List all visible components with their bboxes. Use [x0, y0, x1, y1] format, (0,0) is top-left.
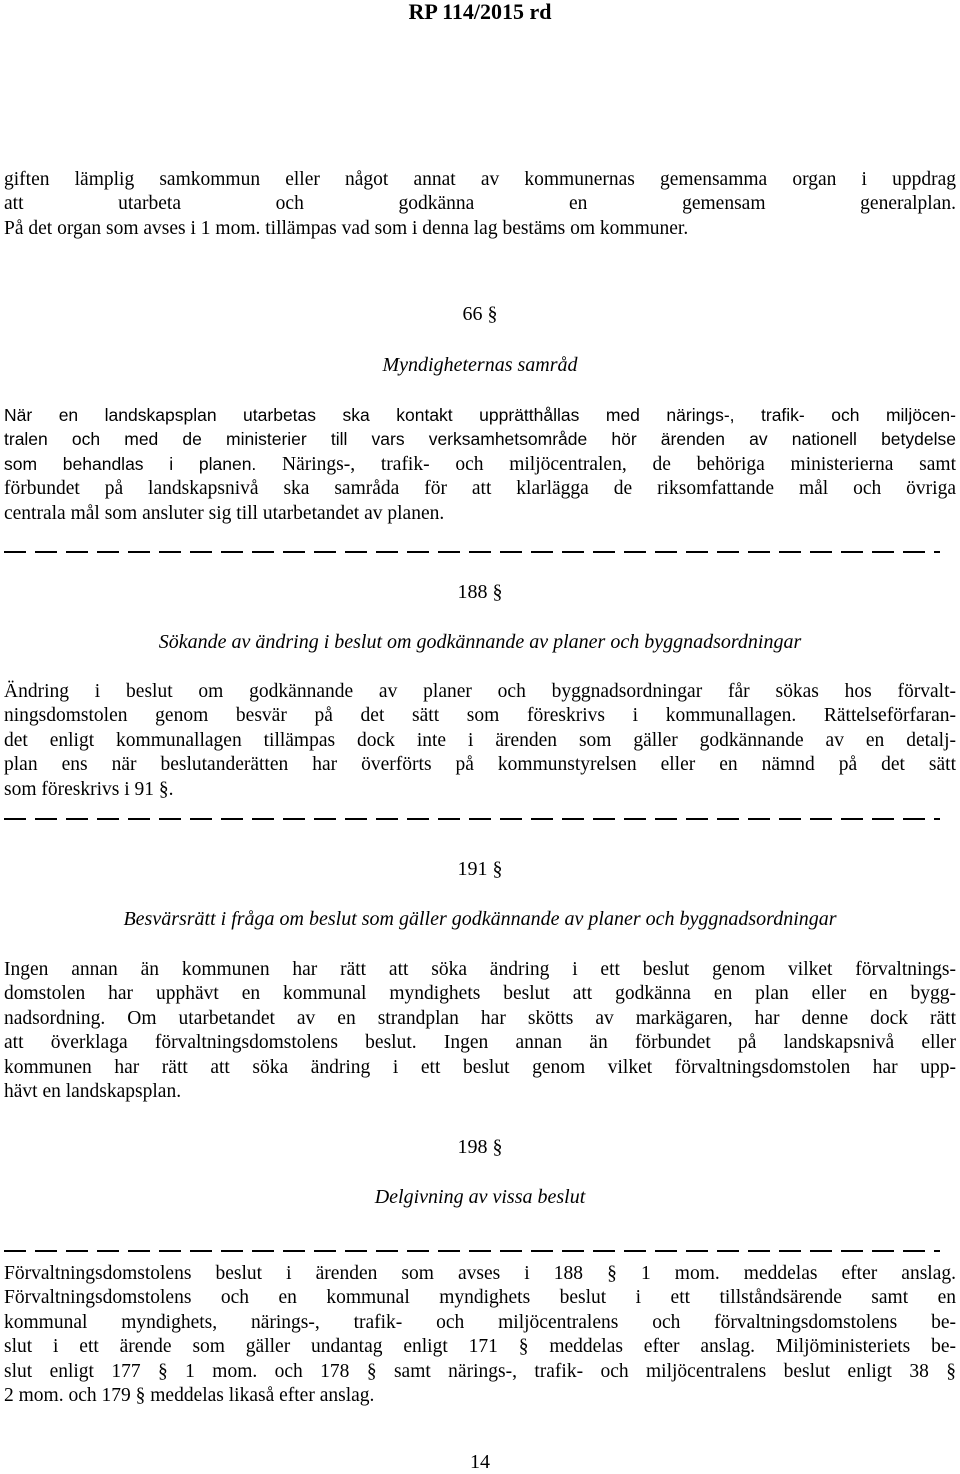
- text-line: nadsordning. Om utarbetandet av en strandplan har skötts av markägaren, har denne dock rätt: [4, 1007, 956, 1029]
- text-line: Ändring i beslut om godkännande av planer och byggnadsordningar får sökas hos förvalt-: [4, 681, 956, 702]
- omission-dash-line: [4, 1250, 940, 1252]
- section-188-number: 188 §: [457, 581, 503, 603]
- text-line: förbundet på landskapsnivå ska samråda för att klarlägga de riksomfattande mål och övriga: [4, 478, 956, 500]
- section-191-body: [4, 958, 956, 1104]
- text-line: Ingen annan än kommunen har rätt att söka ändring i ett beslut genom vilket förvaltnings-: [4, 959, 956, 980]
- section-198-body: [4, 1262, 956, 1408]
- text-line: [4, 452, 956, 477]
- text-line: slut i ett ärende som gäller undantag enligt 171 § meddelas efter anslag. Miljöministeriets be-: [4, 1336, 956, 1358]
- text-line: hävt en landskapsplan.: [4, 1081, 182, 1103]
- section-66-body: [4, 403, 956, 526]
- text-segment: som behandlas i planen.: [4, 453, 257, 474]
- text-line: giften lämplig samkommun eller något annat av kommunernas gemensamma organ i uppdrag: [4, 169, 956, 190]
- section-66-number: 66 §: [462, 303, 498, 325]
- text-line: ningsdomstolen genom besvär på det sätt som föreskrivs i kommunallagen. Rättelseförfaran-: [4, 705, 956, 727]
- text-line: centrala mål som ansluter sig till utarbetandet av planen.: [4, 502, 445, 524]
- section-188-body: [4, 680, 956, 802]
- text-line: det enligt kommunallagen tillämpas dock inte i ärenden som gäller godkännande av en detalj-: [4, 729, 956, 751]
- text-line: När en landskapsplan utarbetas ska kontakt upprätthållas med närings-, trafik- och miljöcen-: [4, 405, 956, 425]
- text-line: att utarbeta och godkänna en gemensam generalplan.: [4, 193, 956, 215]
- text-line: Förvaltningsdomstolens och en kommunal myndighets beslut i ett tillståndsärende samt en: [4, 1287, 956, 1309]
- section-188-title: Sökande av ändring i beslut om godkännande av planer och byggnadsordningar: [158, 631, 802, 653]
- section-198-title: Delgivning av vissa beslut: [374, 1186, 586, 1208]
- section-191-number: 191 §: [457, 858, 503, 880]
- text-line: kommunen har rätt att söka ändring i ett beslut genom vilket förvaltningsdomstolen har upp-: [4, 1056, 956, 1078]
- text-line: 2 mom. och 179 § meddelas likaså efter anslag.: [4, 1385, 375, 1407]
- text-line: plan ens när beslutanderätten har överförts på kommunstyrelsen eller en nämnd på det sätt: [4, 754, 956, 776]
- text-line: att överklaga förvaltningsdomstolens beslut. Ingen annan än förbundet på landskapsnivå eller: [4, 1032, 956, 1054]
- text-line: slut enligt 177 § 1 mom. och 178 § samt närings-, trafik- och miljöcentralens beslut enligt 38 §: [4, 1360, 956, 1382]
- text-line: som föreskrivs i 91 §.: [4, 778, 174, 800]
- text-line: Förvaltningsdomstolens beslut i ärenden som avses i 188 § 1 mom. meddelas efter anslag.: [4, 1263, 956, 1284]
- omission-dash-line: [4, 551, 940, 553]
- omission-dash-line: [4, 818, 940, 820]
- text-segment: Närings-, trafik- och miljöcentralen, de behöriga ministerierna samt: [256, 453, 956, 475]
- text-line: domstolen har upphävt en kommunal myndighets beslut att godkänna en plan eller en bygg-: [4, 983, 956, 1005]
- document-id-header: RP 114/2015 rd: [408, 0, 552, 24]
- text-line: På det organ som avses i 1 mom. tillämpas vad som i denna lag bestäms om kommuner.: [4, 217, 689, 239]
- section-191-title: Besvärsrätt i fråga om beslut som gäller godkännande av planer och byggnadsordningar: [123, 908, 837, 930]
- section-198-number: 198 §: [457, 1136, 503, 1158]
- page-number: 14: [470, 1451, 490, 1473]
- section-66-title: Myndigheternas samråd: [382, 354, 578, 376]
- intro-paragraph: [4, 168, 956, 241]
- text-line: tralen och med de ministerier till vars verksamhetsområde hör ärenden av nationell betydelse: [4, 429, 956, 450]
- text-line: kommunal myndighets, närings-, trafik- och miljöcentralens och förvaltningsdomstolens be-: [4, 1311, 956, 1333]
